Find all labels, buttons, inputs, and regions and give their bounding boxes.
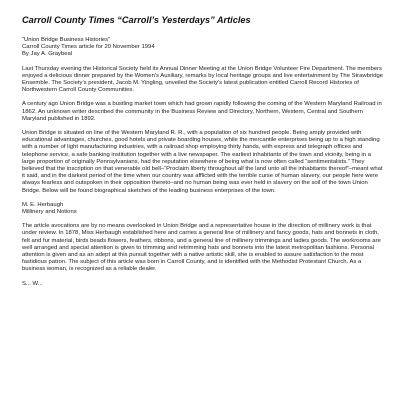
- article-source: Carroll County Times article for 20 November 1994: [22, 44, 155, 51]
- paragraph-intro: Last Thursday evening the Historical Society held its Annual Dinner Meeting at the Union Bridge Volunteer Fire Department. The members enjoyed a delicious dinner prepared by the Women’s Auxiliary, remarks by local heritage groups and live entertainment by The Strawbridge Ensemble. The Society’s president, Jacob M. Yingling, unveiled the Society’s latest publication entitled Carroll Record Histories of Northwestern Carroll County Communities.: [22, 65, 384, 94]
- cut-off-heading: S... W...: [22, 280, 43, 287]
- paragraph-quote: Union Bridge is situated on line of the Western Maryland R. R., with a population of six hundred people. Being amply provided with educational advantages, churches, good hotels and private boarding houses, while the mercantile enterprises being up to a high standing with a number of light manufacturing industries, with a railroad shop employing thirty hands, with express and telegraph offices and telephone service, a safe banking institution together with a live newspaper. The earliest inhabitants of the town and vicinity, being in a large proportion of originally Pennsylvanians, had the reputation elsewhere of being what is now often called “sentimentalists.” They believed that the inscription on that venerable old bell–“Proclaim liberty throughout all the land unto all the inhabitants thereof”–meant what it said, and in the darkest period of the time when our country was afflicted with the terrible curse of human slavery, our people here were always fearless and outspoken in their opposition thereto–and no human being was ever held in slavery on the soil of the town Union Bridge. Below will be found biographical sketches of the leading business enterprises of the town.: [22, 130, 383, 194]
- document-page: [22, 14, 384, 288]
- article-byline: By Jay A. Graybeal: [22, 51, 73, 58]
- paragraph-history: A century ago Union Bridge was a bustling market town which had grown rapidly following the coming of the Western Maryland Railroad in 1862. An unknown writer described the community in the Business Review and Directory, Northern, Western, Central and Southern Maryland published in 1892.: [22, 101, 382, 122]
- paragraph-business: The article avocations are by no means overlooked in Union Bridge and a representative house in the direction of millinery work is that under review. In 1878, Miss Herbaugh established here and carries a general line of millinery and fancy goods, hats and bonnets in cloth, felt and fur material, birds beads flowers, feathers, ribbons, and a general line of millinery trimmings and ladies goods. The workrooms are well arranged and special attention is given to trimming and retrimming hats and bonnets into the latest metropolitan fashions. Personal attention is given and as an adept at this pursuit together with a native artistic skill, she is enabled to assure satisfaction to the most fastidious patron. The subject of this article was born in Carroll County, and is identified with the Methodist Protestant Church. As a business woman, is recognized as a reliable dealer.: [22, 223, 381, 273]
- document-title: Carroll County Times “Carroll’s Yesterdays” Articles: [22, 15, 251, 25]
- business-subtitle: Millinery and Notions: [22, 209, 77, 216]
- article-headline: “Union Bridge Business Histories”: [22, 37, 111, 43]
- business-name: M. E. Herbaugh: [22, 201, 64, 208]
- business-section-heading: [22, 202, 384, 216]
- article-meta: [22, 37, 384, 59]
